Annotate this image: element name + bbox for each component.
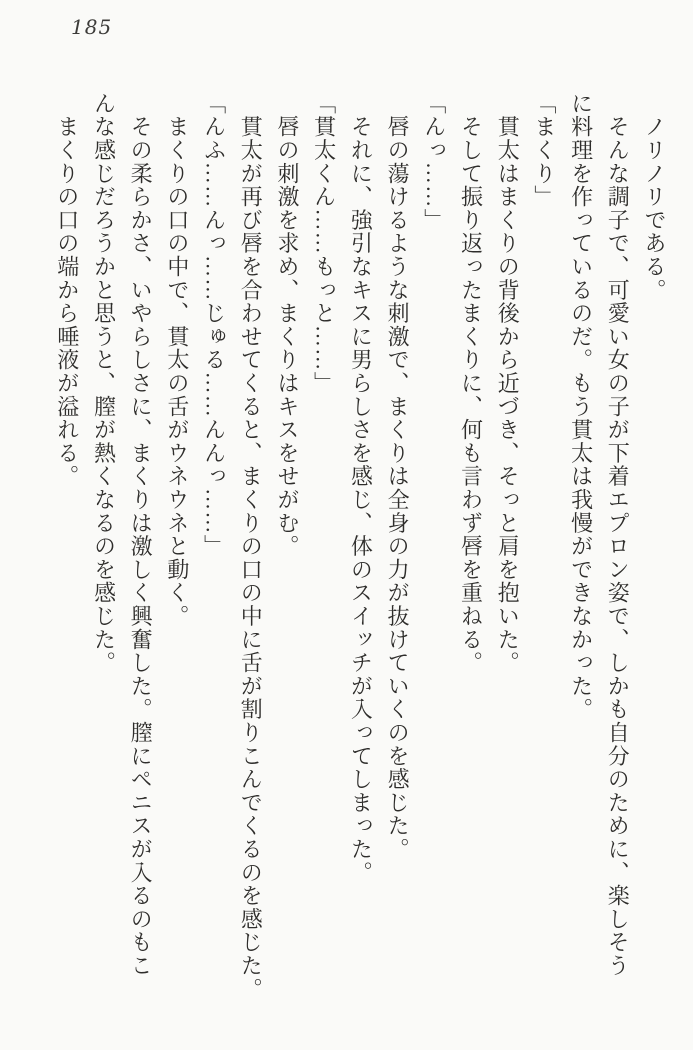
text-line: それに、強引なキスに男らしさを感じ、体のスイッチが入ってしまった。 xyxy=(348,92,374,885)
text-line: 貫太はまくりの背後から近づき、そっと肩を抱いた。 xyxy=(495,92,521,675)
text-line: そして振り返ったまくりに、何も言わず唇を重ねる。 xyxy=(458,92,484,675)
text-line: まくりの口の中で、貫太の舌がウネウネと動く。 xyxy=(164,92,190,628)
text-line: 貫太が再び唇を合わせてくると、まくりの口の中に舌が割りこんでくるのを感じた。 xyxy=(238,92,264,1001)
text-line: 「まくり」 xyxy=(531,92,557,209)
page-number: 185 xyxy=(71,15,113,39)
text-line: 唇の刺激を求め、まくりはキスをせがむ。 xyxy=(274,92,300,558)
text-line: んな感じだろうかと思うと、膣が熱くなるのを感じた。 xyxy=(91,92,117,675)
text-line: まくりの口の端から唾液が溢れる。 xyxy=(54,92,80,489)
text-line: その柔らかさ、いやらしさに、まくりは激しく興奮した。膣にペニスが入るのもこ xyxy=(128,92,154,978)
text-line: ノリノリである。 xyxy=(642,92,667,302)
text-line: そんな調子で、可愛い女の子が下着エプロン姿で、しかも自分のために、楽しそう xyxy=(605,92,631,978)
text-line: 唇の蕩けるような刺激で、まくりは全身の力が抜けていくのを感じた。 xyxy=(385,92,411,861)
text-line: に料理を作っているのだ。もう貫太は我慢ができなかった。 xyxy=(568,92,594,722)
vertical-text-block xyxy=(48,92,672,1001)
text-line: 「んっ……」 xyxy=(421,92,447,232)
text-line: 「んふ……んっ……じゅる……んんっ……」 xyxy=(201,92,227,558)
text-line: 「貫太くん……もっと……」 xyxy=(311,92,337,395)
